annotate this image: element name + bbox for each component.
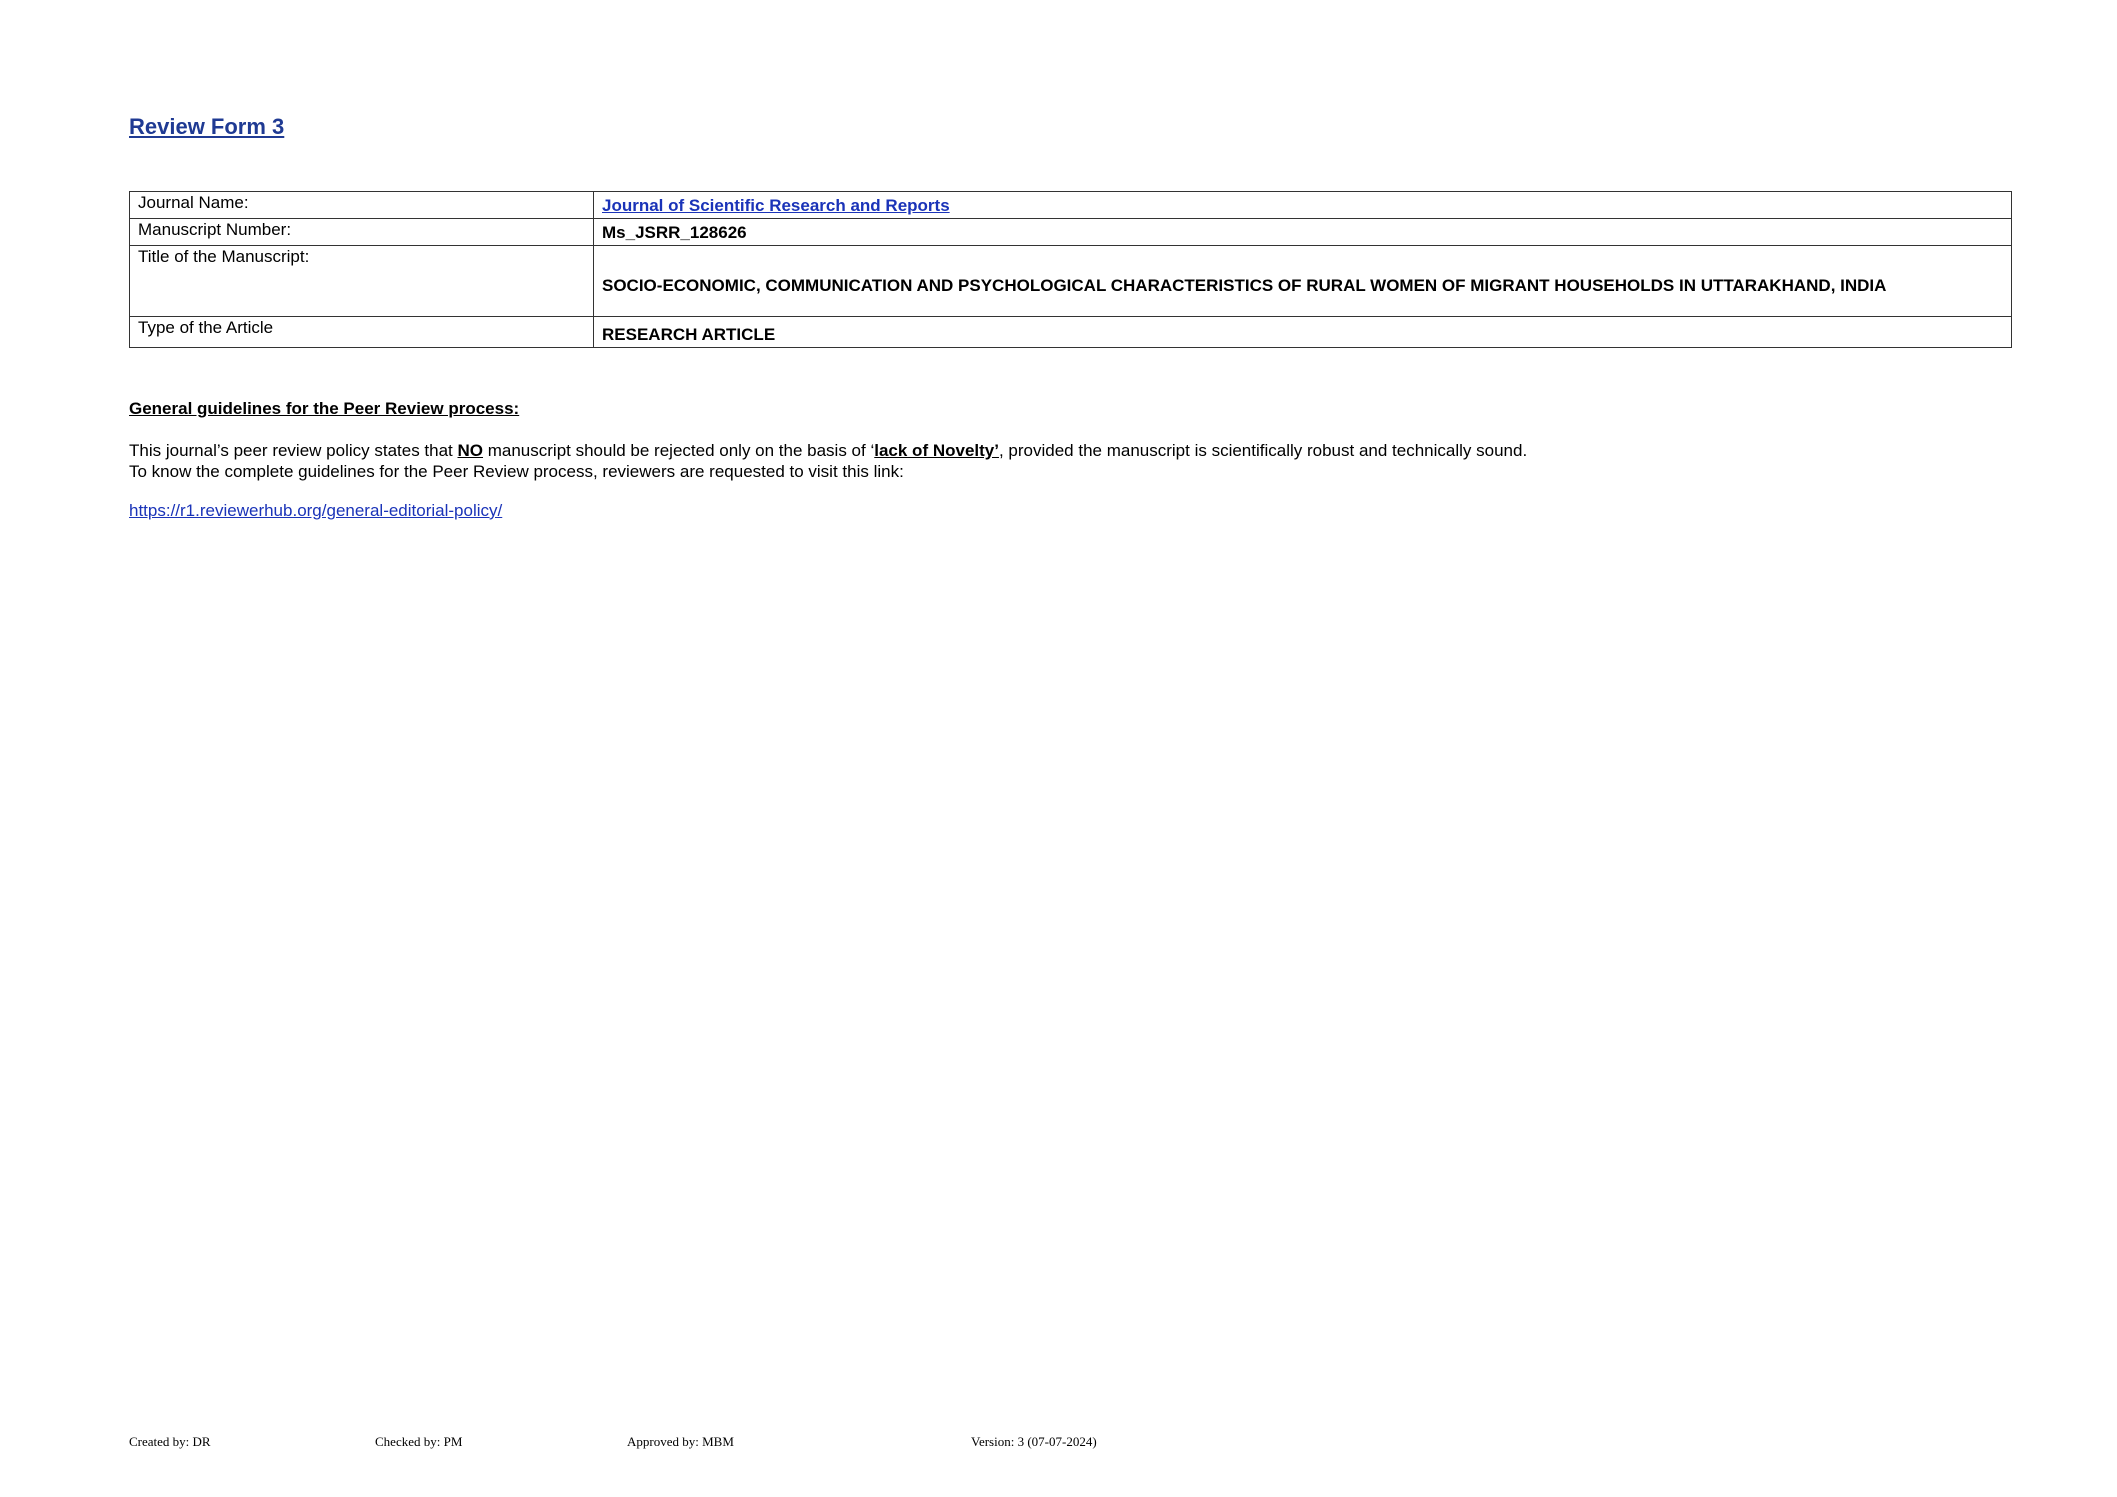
policy-line2: To know the complete guidelines for the Peer Review process, reviewers are requested to visit this link: xyxy=(129,462,904,481)
policy-text xyxy=(129,440,1527,482)
article-type-label: Type of the Article xyxy=(130,317,594,348)
policy-line1-part-a: This journal’s peer review policy states that xyxy=(129,441,458,460)
guidelines-heading: General guidelines for the Peer Review process: xyxy=(129,399,520,418)
manuscript-info-table xyxy=(129,191,2012,348)
editorial-policy-link[interactable]: https://r1.reviewerhub.org/general-editorial-policy/ xyxy=(129,501,503,520)
manuscript-title-label: Title of the Manuscript: xyxy=(130,246,594,317)
policy-line1-part-b: manuscript should be rejected only on the basis of ‘ xyxy=(483,441,875,460)
article-type-value: RESEARCH ARTICLE xyxy=(594,317,2012,348)
table-row-article-type xyxy=(130,317,2012,348)
table-row-manuscript-number xyxy=(130,219,2012,246)
footer-version: Version: 3 (07-07-2024) xyxy=(971,1434,1097,1449)
manuscript-number-label: Manuscript Number: xyxy=(130,219,594,246)
table-row-journal-name xyxy=(130,192,2012,219)
form-title: Review Form 3 xyxy=(129,114,285,139)
policy-novelty-emphasis: lack of Novelty’ xyxy=(874,441,999,460)
policy-no-emphasis: NO xyxy=(457,441,484,460)
manuscript-number-value: Ms_JSRR_128626 xyxy=(594,219,2012,246)
policy-line1-part-c: , provided the manuscript is scientifically robust and technically sound. xyxy=(998,441,1528,460)
table-row-manuscript-title xyxy=(130,246,2012,317)
footer-created-by: Created by: DR xyxy=(129,1434,211,1449)
footer-checked-by: Checked by: PM xyxy=(375,1434,463,1449)
footer-approved-by: Approved by: MBM xyxy=(627,1434,734,1449)
manuscript-title-value: SOCIO-ECONOMIC, COMMUNICATION AND PSYCHOLOGICAL CHARACTERISTICS OF RURAL WOMEN OF MIGRANT HOUSEHOLDS IN UTTARAKHAND, INDIA xyxy=(594,246,2012,317)
journal-name-value xyxy=(594,192,2012,219)
journal-name-label: Journal Name: xyxy=(130,192,594,219)
journal-name-link[interactable]: Journal of Scientific Research and Reports xyxy=(602,196,950,215)
